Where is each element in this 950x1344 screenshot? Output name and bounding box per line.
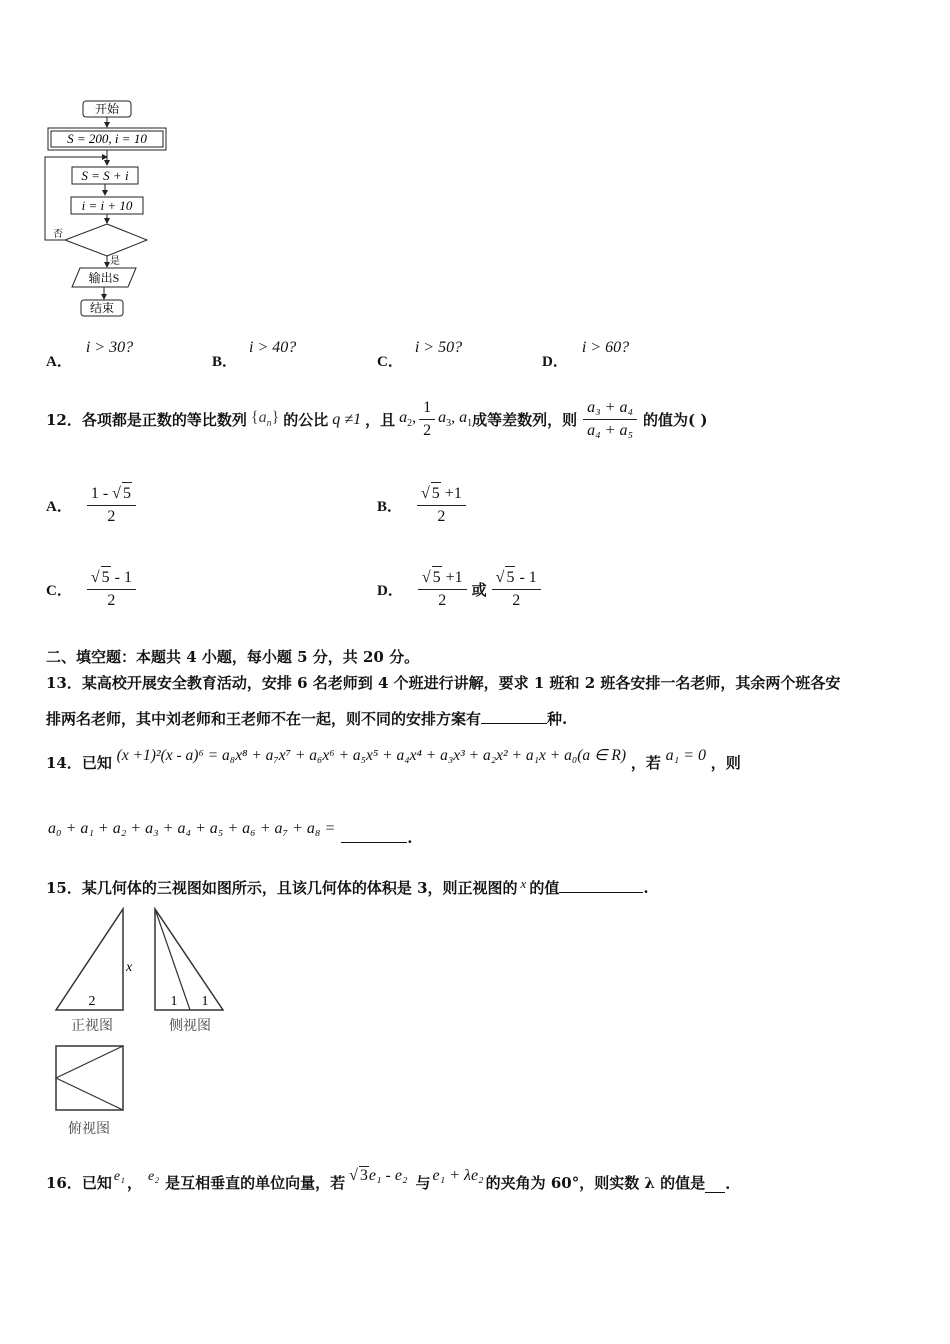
q14-stem bbox=[46, 744, 741, 772]
option-d-or: 或 bbox=[471, 580, 487, 599]
side-label-1a: 1 bbox=[170, 994, 178, 1009]
option-text: i > 30? bbox=[85, 339, 134, 356]
option-d2-rad: 5 bbox=[505, 566, 515, 589]
option-letter: B． bbox=[212, 354, 238, 370]
option-text: i > 50? bbox=[414, 339, 463, 356]
option-c-num: √ 5 - 1 bbox=[87, 566, 136, 590]
q11-option-d bbox=[542, 336, 630, 370]
q13-line2-text: 排两名老师，其中刘老师和王老师不在一起，则不同的安排方案有 bbox=[46, 710, 482, 728]
q16-e2: e₂ bbox=[147, 1169, 160, 1184]
option-letter: C． bbox=[46, 582, 72, 599]
flow-start-text: 开始 bbox=[94, 102, 120, 116]
top-view bbox=[56, 1046, 123, 1110]
option-letter: B． bbox=[377, 498, 403, 515]
section-heading: 二、填空题：本题共 4 小题，每小题 5 分，共 20 分。 bbox=[46, 648, 420, 666]
q12-option-a bbox=[46, 482, 139, 528]
option-d-den: 2 bbox=[438, 592, 447, 609]
option-letter: A． bbox=[46, 498, 72, 515]
q12-seq-sub: n bbox=[266, 418, 272, 430]
q12-a1: a bbox=[459, 409, 468, 427]
q12-option-d bbox=[377, 566, 544, 612]
option-letter: D． bbox=[542, 354, 568, 370]
flow-yes-label: 是 bbox=[110, 256, 120, 267]
option-letter: D． bbox=[377, 582, 403, 599]
side-view bbox=[155, 909, 223, 1010]
q15-text2: 的值 bbox=[529, 879, 560, 897]
option-b-rad: 5 bbox=[431, 482, 441, 505]
q12-stem: 12． 各项都是正数的等比数列 $\{a_n\}$ 的公比 q ≠1 ，且 $a_2$, $\frac{1}{2}$ $a_3$, $a_1$ 成等差数列，则 $\frac{\text{a₃ + a₄}}{\text{a₄ + a₅}}$ 的值为( ) bbox=[46, 397, 707, 442]
q14-end: ，则 bbox=[710, 754, 741, 772]
q12-a3: a bbox=[438, 409, 447, 427]
flow-end-text: 结束 bbox=[89, 301, 115, 315]
q16-e1: e₁ bbox=[113, 1169, 125, 1184]
q12-a1-sub: 1 bbox=[467, 418, 473, 430]
q16-period: . bbox=[725, 1175, 731, 1193]
q16-stem bbox=[46, 1167, 731, 1193]
option-b-num: √ 5 +1 bbox=[417, 482, 466, 506]
q12-text1: 各项都是正数的等比数列 bbox=[81, 411, 247, 429]
front-view-caption: 正视图 bbox=[71, 1019, 113, 1034]
flow-init-text: S = 200, i = 10 bbox=[67, 131, 147, 146]
q12-half-den: 2 bbox=[423, 422, 432, 439]
flow-decision bbox=[65, 224, 147, 256]
q16-comma: ， bbox=[126, 1174, 142, 1192]
q12-seq: a bbox=[258, 409, 267, 427]
q16-text4: 的夹角为 60°，则实数 λ 的值是 bbox=[485, 1174, 706, 1192]
q12-text5: 的值为( ) bbox=[643, 411, 708, 429]
q16-text3: 与 bbox=[415, 1174, 431, 1192]
option-c-rad: 5 bbox=[101, 566, 111, 589]
q16-text2: 是互相垂直的单位向量，若 bbox=[165, 1174, 346, 1192]
q12-frac-num: a₃ + a₄ bbox=[583, 397, 637, 420]
option-a-num-pre: 1 - bbox=[90, 485, 113, 502]
three-views-figure bbox=[50, 905, 240, 1140]
front-base-label: 2 bbox=[88, 994, 96, 1009]
q11-option-a bbox=[46, 336, 134, 370]
option-d2-den: 2 bbox=[512, 592, 521, 609]
q16-vec1-rest: e₁ - e₂ bbox=[368, 1167, 408, 1184]
q13-line1: 13．某高校开展安全教育活动，安排 6 名老师到 4 个班进行讲解，要求 1 班和 2 班各安排一名老师，其余两个班各安 bbox=[46, 674, 841, 692]
q12-text4: 成等差数列，则 bbox=[472, 411, 578, 429]
flow-output-text: 输出S bbox=[88, 271, 120, 285]
option-d-num: √ 5 +1 bbox=[418, 566, 467, 590]
q12-option-c bbox=[46, 566, 139, 612]
q15-answer-blank[interactable] bbox=[559, 878, 643, 893]
option-text: i > 40? bbox=[249, 339, 297, 356]
side-view-caption: 侧视图 bbox=[169, 1019, 211, 1034]
q14-sum-line bbox=[48, 818, 413, 847]
option-b-num-post: +1 bbox=[440, 485, 462, 502]
q15-var: x bbox=[520, 876, 527, 891]
side-label-1b: 1 bbox=[201, 994, 209, 1009]
q15-stem bbox=[46, 877, 649, 898]
q16-vec2: e₁ + λe₂ bbox=[432, 1167, 484, 1184]
q12-a2: a bbox=[399, 409, 408, 427]
option-a-den: 2 bbox=[107, 508, 116, 525]
q13-line2 bbox=[46, 708, 567, 729]
q16-text1: 16．已知 bbox=[46, 1174, 112, 1192]
q16-vec1: √ 3e₁ - e₂ bbox=[349, 1167, 408, 1184]
option-d2-num: √ 5 - 1 bbox=[492, 566, 541, 590]
q12-number: 12． bbox=[46, 411, 82, 429]
option-a-rad: 5 bbox=[122, 482, 132, 505]
flow-step1-text: S = S + i bbox=[81, 168, 129, 183]
flow-no-label: 否 bbox=[53, 229, 63, 240]
option-c-den: 2 bbox=[107, 592, 116, 609]
front-x-label: x bbox=[126, 960, 133, 975]
q14-number: 14．已知 bbox=[46, 754, 112, 772]
option-b-den: 2 bbox=[437, 508, 446, 525]
q14-sum: a₀ + a₁ + a₂ + a₃ + a₄ + a₅ + a₆ + a₇ + a₈ = bbox=[48, 820, 336, 837]
q16-answer-blank[interactable] bbox=[705, 1178, 725, 1193]
q12-ratio: q ≠1 bbox=[332, 410, 362, 428]
option-letter: C． bbox=[377, 354, 403, 370]
q12-text2: 的公比 bbox=[283, 411, 329, 429]
q12-a2-sub: 2 bbox=[407, 418, 413, 430]
option-d-num-post: +1 bbox=[441, 569, 463, 586]
q12-option-b bbox=[377, 482, 469, 528]
q11-option-c bbox=[377, 336, 463, 370]
q12-text3: ，且 bbox=[365, 411, 396, 429]
q14-answer-blank[interactable] bbox=[341, 828, 407, 843]
q12-frac-den: a₄ + a₅ bbox=[587, 422, 634, 439]
option-a-num: 1 - √ 5 bbox=[87, 482, 136, 506]
flowchart bbox=[40, 95, 190, 325]
option-d-rad: 5 bbox=[432, 566, 442, 589]
option-d2-num-post: - 1 bbox=[515, 569, 537, 586]
q14-mid: ，若 bbox=[630, 754, 661, 772]
q13-answer-blank[interactable] bbox=[481, 709, 547, 724]
top-view-caption: 俯视图 bbox=[68, 1122, 110, 1137]
option-text: i > 60? bbox=[581, 339, 630, 356]
q11-option-b bbox=[212, 336, 297, 370]
q13-line2-end: 种. bbox=[547, 710, 568, 728]
q12-a3-sub: 3 bbox=[446, 418, 452, 430]
q14-expression: (x +1)²(x - a)⁶ = a₈x⁸ + a₇x⁷ + a₆x⁶ + a₅x⁵ + a₄x⁴ + a₃x³ + a₂x² + a₁x + a₀(a ∈ R) bbox=[116, 747, 627, 764]
q15-period: . bbox=[643, 879, 649, 897]
flow-step2-text: i = i + 10 bbox=[81, 198, 133, 213]
q12-half-num: 1 bbox=[419, 397, 435, 420]
q14-period: . bbox=[407, 829, 413, 847]
q15-text1: 15．某几何体的三视图如图所示，且该几何体的体积是 3，则正视图的 bbox=[46, 879, 518, 897]
q14-condition: a₁ = 0 bbox=[665, 747, 706, 764]
option-c-num-post: - 1 bbox=[110, 569, 132, 586]
option-letter: A． bbox=[46, 354, 72, 370]
q16-vec1-rad: 3 bbox=[359, 1167, 368, 1184]
